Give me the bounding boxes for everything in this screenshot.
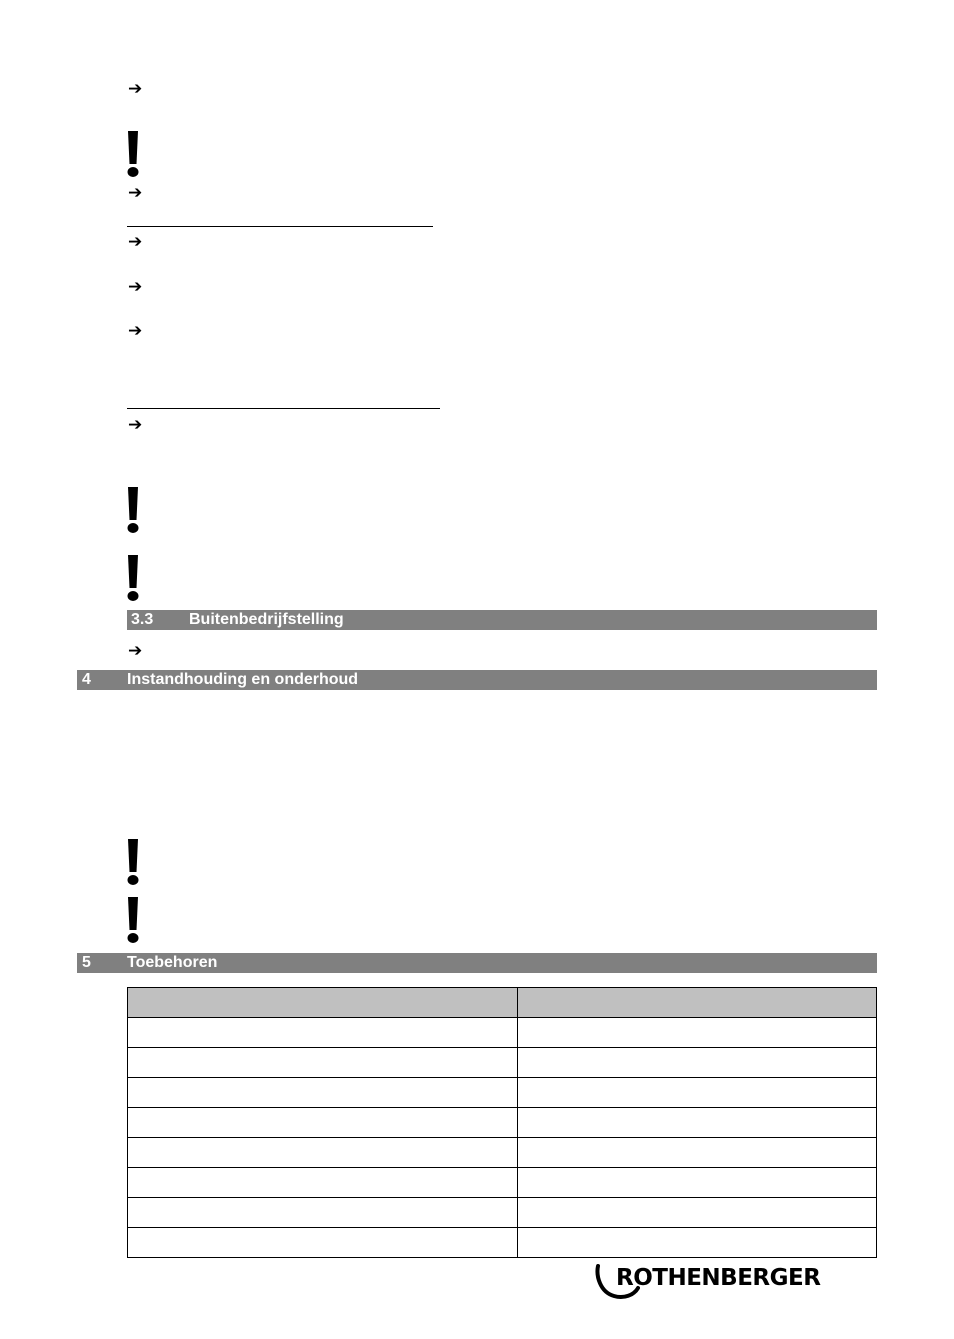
divider-line <box>127 408 440 409</box>
table-row <box>128 1048 877 1078</box>
table-row <box>128 1168 877 1198</box>
table-cell <box>128 1168 518 1198</box>
section-title: Buitenbedrijfstelling <box>189 611 344 628</box>
section-number: 5 <box>82 954 91 971</box>
section-title: Instandhouding en onderhoud <box>127 671 359 688</box>
table-cell <box>518 1108 877 1138</box>
arrow-bullet: ➔ <box>128 79 143 99</box>
table-row <box>128 1198 877 1228</box>
accessories-table <box>127 987 877 1258</box>
exclamation-icon <box>126 130 140 178</box>
table-cell <box>128 1048 518 1078</box>
section-heading-3-3 <box>127 610 877 630</box>
exclamation-icon <box>126 486 140 534</box>
table-cell <box>518 1228 877 1258</box>
table-row <box>128 1018 877 1048</box>
arrow-bullet: ➔ <box>128 277 143 297</box>
arrow-bullet: ➔ <box>128 183 143 203</box>
table-cell <box>128 1228 518 1258</box>
table-cell <box>518 1018 877 1048</box>
table-cell <box>128 1198 518 1228</box>
table-row <box>128 1108 877 1138</box>
exclamation-icon <box>126 896 140 944</box>
table-header-cell <box>128 988 518 1018</box>
table-row <box>128 1138 877 1168</box>
table-row <box>128 1228 877 1258</box>
table-cell <box>128 1018 518 1048</box>
table-cell <box>518 1078 877 1108</box>
table-cell <box>128 1078 518 1108</box>
table-cell <box>518 1168 877 1198</box>
table-cell <box>518 1048 877 1078</box>
section-number: 3.3 <box>131 611 154 628</box>
arrow-bullet: ➔ <box>128 641 143 661</box>
rothenberger-logo <box>594 1264 834 1300</box>
section-number: 4 <box>82 671 91 688</box>
section-heading-4 <box>77 670 877 690</box>
arrow-bullet: ➔ <box>128 232 143 252</box>
divider-line <box>127 226 433 227</box>
table-cell <box>518 1198 877 1228</box>
table-header-cell <box>518 988 877 1018</box>
exclamation-icon <box>126 838 140 886</box>
table-cell <box>128 1138 518 1168</box>
exclamation-icon <box>126 554 140 602</box>
arrow-bullet: ➔ <box>128 415 143 435</box>
table-cell <box>518 1138 877 1168</box>
table-row <box>128 1078 877 1108</box>
section-title: Toebehoren <box>127 954 218 971</box>
table-header-row <box>128 988 877 1018</box>
arrow-bullet: ➔ <box>128 321 143 341</box>
brand-name: ROTHENBERGER <box>616 1265 821 1291</box>
table-cell <box>128 1108 518 1138</box>
section-heading-5 <box>77 953 877 973</box>
